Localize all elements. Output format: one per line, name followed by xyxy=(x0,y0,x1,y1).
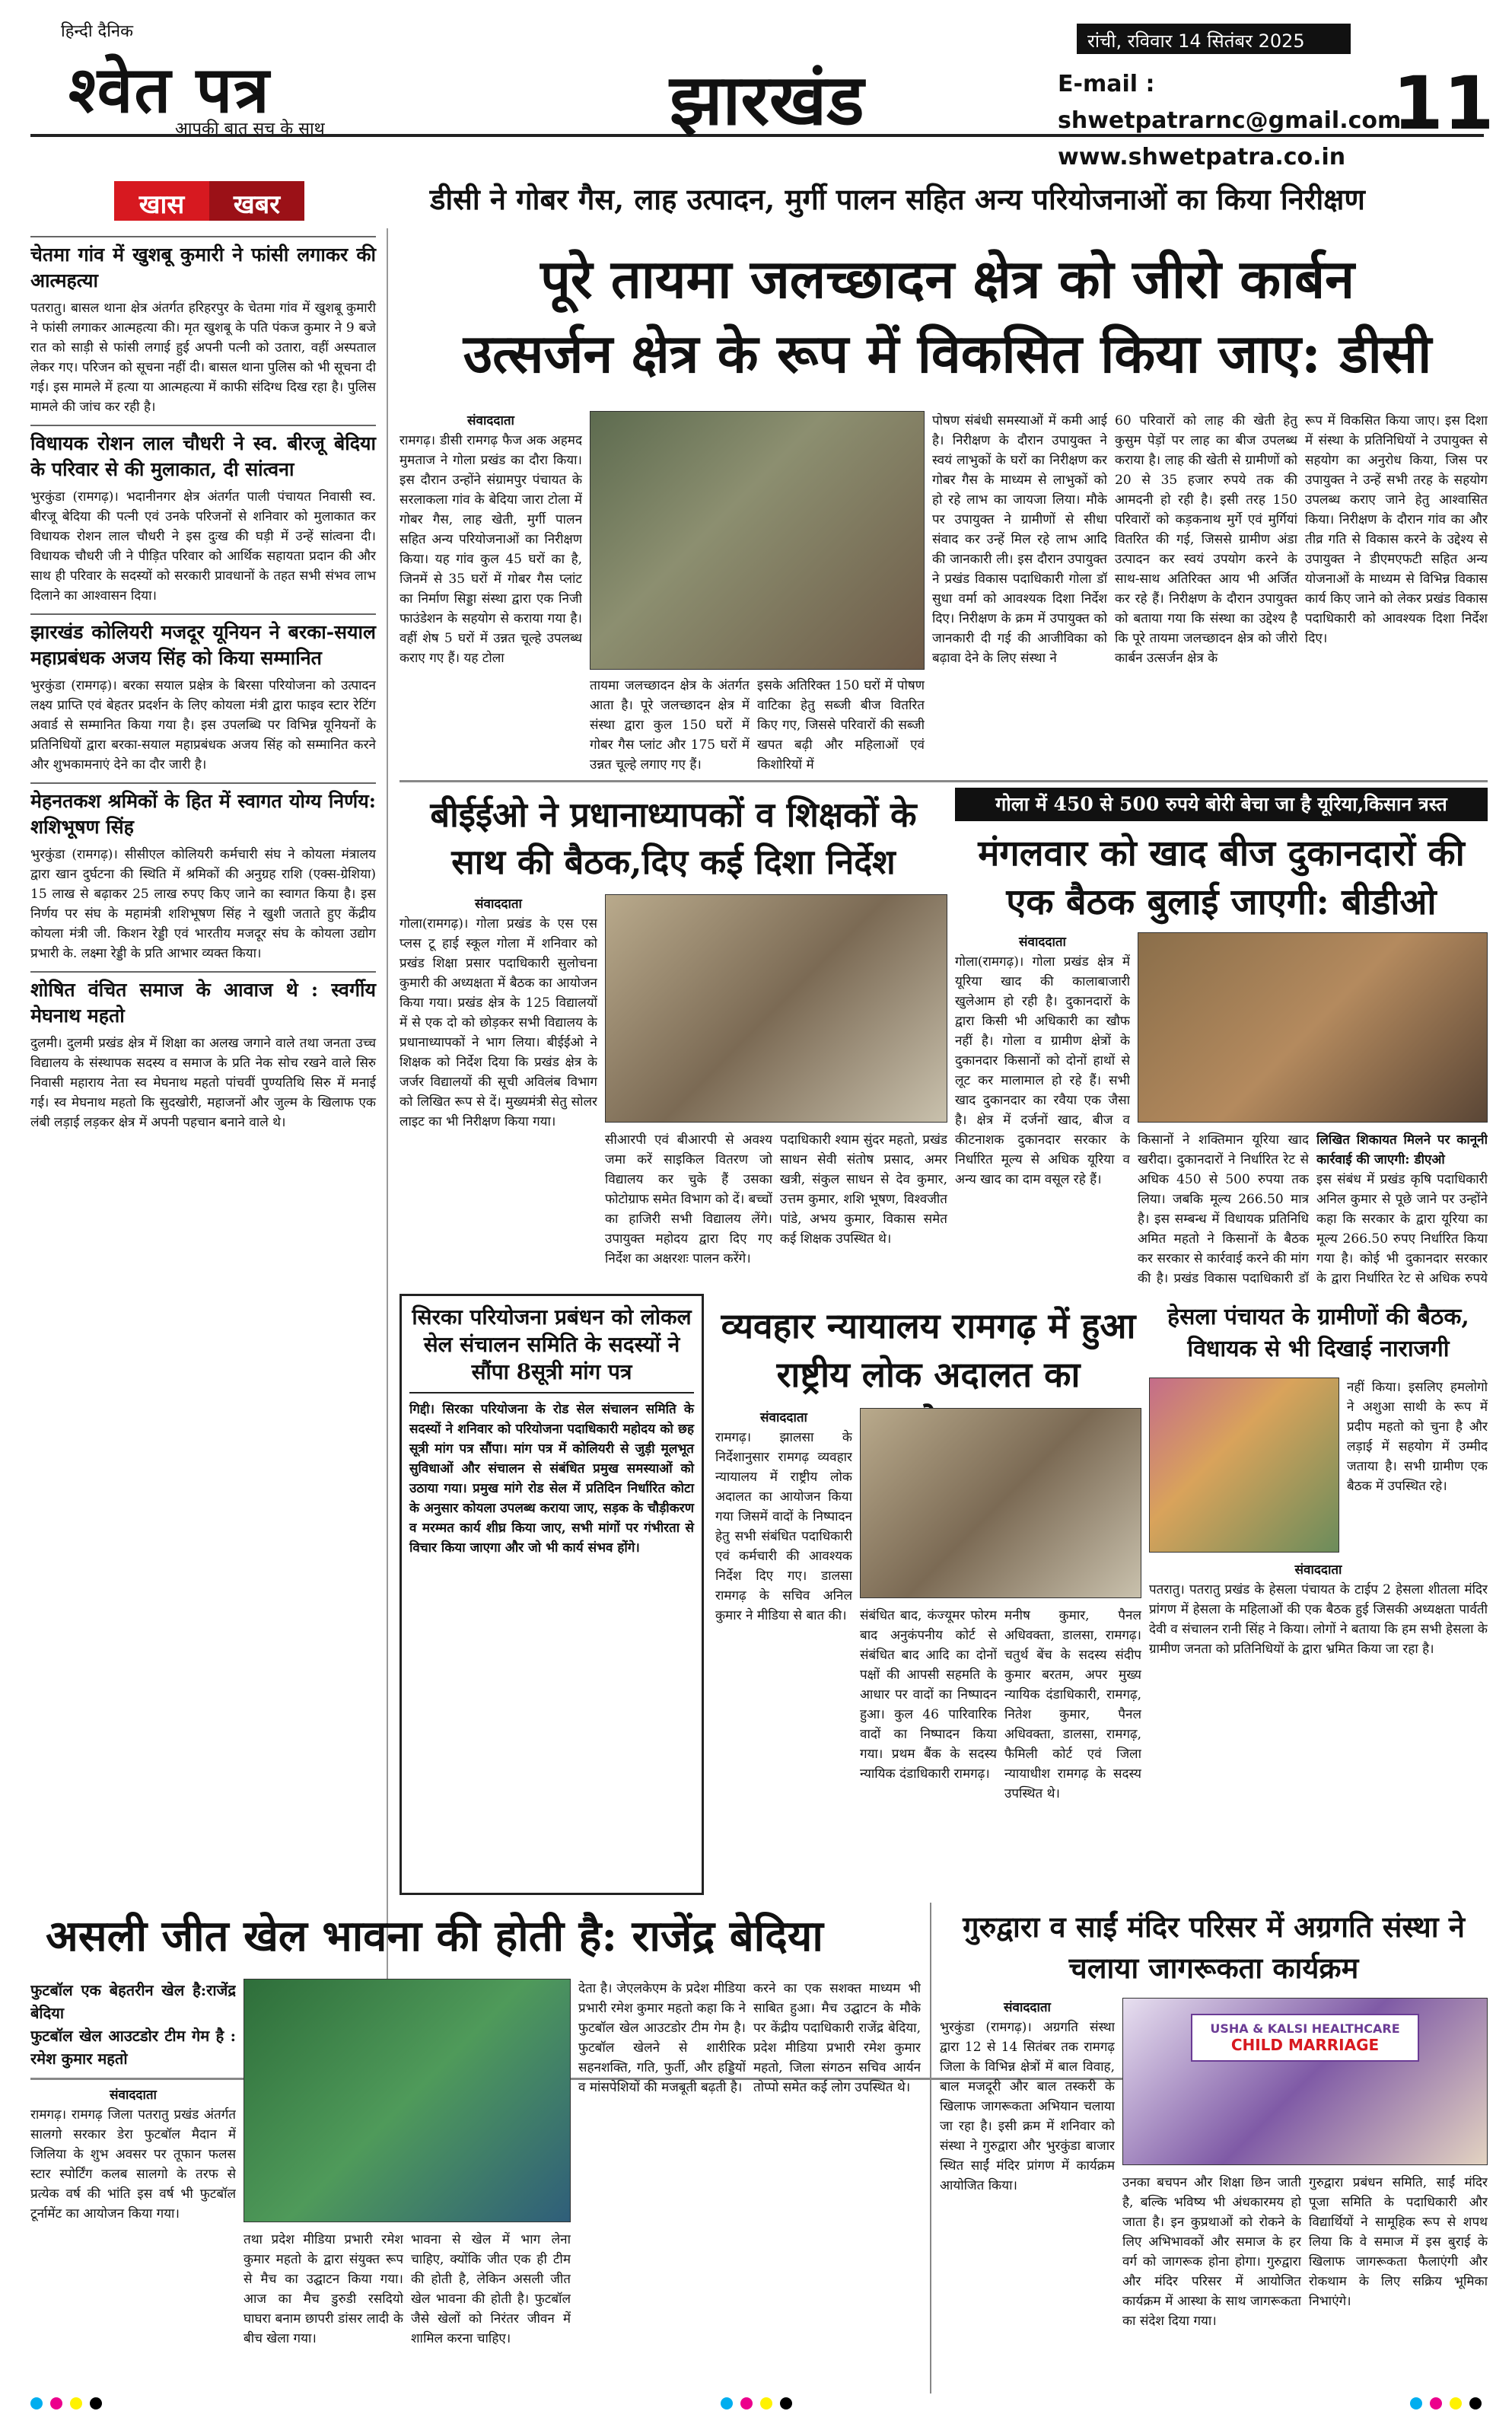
gurudwara-body-a xyxy=(940,1998,1115,2390)
hesla-body-a xyxy=(1149,1560,1488,1895)
lead-body-f: रूप में विकसित किया जाए। इस दिशा में संस्था के प्रतिनिधियों ने उपायुक्त से सहयोग का अनुरोध किया, जिस पर उपायुक्त ने उन्हें सभी तरह के सहयोग उपलब्ध कराए जाने हेतु आश्वासित किया। निरीक्षण के दौरान गांव का और तीव्र गति से विकास करने के उद्देश्य से उपायुक्त ने डीएमएफटी सहित अन्य योजनाओं के माध्यम से विभिन्न विकास कार्य किए जाने को लेकर प्रखंड विकास पदाधिकारी को आवश्यक दिशा निर्देश दिए। xyxy=(1305,413,1488,646)
section-title: झारखंड xyxy=(670,59,864,141)
lead-headline xyxy=(407,242,1488,391)
byline: संवाददाता xyxy=(1004,2000,1051,2015)
lead-headline-line1: पूरे तायमा जलच्छादन क्षेत्र को जीरो कार्बन xyxy=(540,247,1354,311)
masthead xyxy=(30,19,1494,170)
byline: संवाददाता xyxy=(1019,935,1066,950)
paragraph: इस संबंध में प्रखंड कृषि पदाधिकारी अनिल कुमार से पूछे जाने पर उन्होंने कहा कि सरकार के द्वारा यूरिया का मूल्य 266.50 रुपए निर्धारित किया गया है। कोई भी दुकानदार सरकार के द्वारा निर्धारित रेट से अधिक रुपये xyxy=(1316,1172,1488,1286)
sirka-boxed-story xyxy=(399,1294,704,1895)
story-headline: झारखंड कोलियरी मजदूर यूनियन ने बरका-सयाल महाप्रबंधक अजय सिंह को किया सम्मानित xyxy=(30,613,376,671)
football-body-b: तथा प्रदेश मीडिया प्रभारी रमेश कुमार महतो के द्वारा संयुक्त रूप से मैच का उद्घाटन किया गया। आज का मैच डुरुडी रसदियो घाघरा बनाम छापरी डांसर लादी के बीच खेला गया। xyxy=(244,2232,403,2346)
yellow-dot-icon xyxy=(1450,2397,1462,2409)
fertilizer-photo-shop xyxy=(1138,932,1488,1123)
football-body-a xyxy=(30,2085,236,2390)
fertilizer-body-c xyxy=(1316,1130,1488,1290)
left-story-2 xyxy=(30,425,376,606)
beo-body-c: पदाधिकारी श्याम सुंदर महतो, प्रखंड साधन सेवी संतोष प्रसाद, अमर खत्री, संकुल साधन से देव कुमार, उत्तम कुमार, शशि भूषण, विश्वजीत पांडे, अभय कुमार, विकास समेत कई शिक्षक उपस्थित थे। xyxy=(780,1132,947,1247)
lok-adalat-body-a xyxy=(715,1408,852,1895)
cyan-dot-icon xyxy=(1410,2397,1422,2409)
story-body: भुरकुंडा (रामगढ़)। भदानीनगर क्षेत्र अंतर्गत पाली पंचायत निवासी स्व. बीरजू बेदिया की पत्नी एवं उनके परिजनों से शनिवार को मुलाकात कर विधायक रोशन लाल चौधरी ने इस दुःख की घड़ी में उन्हें सांत्वना दी। विधायक चौधरी जी ने पीड़ित परिवार को आर्थिक सहायता प्रदान की और साथ ही परिवार के सदस्यों को सरकारी प्रावधानों के तहत सभी संभव लाभ दिलाने का आश्वासन दिया। xyxy=(30,489,376,604)
byline: संवाददाता xyxy=(760,1410,807,1425)
cyan-dot-icon xyxy=(721,2397,733,2409)
newspaper-title: श्वेत पत्र xyxy=(68,52,271,127)
byline: संवाददाता xyxy=(475,897,522,912)
lok-adalat-body-c: मनीष कुमार, पैनल अधिवक्ता, डालसा, रामगढ़। चतुर्थ बेंच के सदस्य संदीप कुमार बरतम, अपर मुख्य न्यायिक दंडाधिकारी, रामगढ़, नितेश कुमार, पैनल अधिवक्ता, डालसा, रामगढ़, फैमिली कोर्ट एवं जिला न्यायाधीश रामगढ़ के सदस्य उपस्थित थे। xyxy=(1004,1608,1141,1801)
divider xyxy=(930,1903,931,2394)
football-body-c: भावना से खेल में भाग लेना चाहिए, क्योंकि जीत एक ही टीम की होती है, लेकिन असली जीत खेल भावना की होती है। फुटबॉल जैसे खेलों को निरंतर जीवन में शामिल करना चाहिए। xyxy=(411,2232,571,2346)
story-body: दुलमी। दुलमी प्रखंड क्षेत्र में शिक्षा का अलख जगाने वाले तथा जनता उच्च विद्यालय के संस्थापक सदस्य व समाज के प्रति नेक सोच रखने वाले सिरु निवासी महाराय नेता स्व मेघनाथ महतो पांचवीं पुण्यतिथि सिरु में मनाई गई। स्व मेघनाथ महतो कि सुदखोरी, महाजनों और जुल्म के खिलाफ एक लंबी लड़ाई लड़कर क्षेत्र में अपनी पहचान बनाने वाले थे। xyxy=(30,1036,376,1130)
football-bullets xyxy=(30,1979,236,2070)
cyan-dot-icon xyxy=(30,2397,43,2409)
paragraph: गोला(रामगढ़)। गोला प्रखंड के एस एस प्लस टू हाई स्कूल गोला में शनिवार को प्रखंड शिक्षा प्रसार पदाधिकारी सुलोचना कुमारी की अध्यक्षता में बैठक का आयोजन किया गया। प्रखंड क्षेत्र के 125 विद्यालयों में से एक दो को छोड़कर सभी विद्यालय के प्रधानाध्यापकों ने भाग लिया। बीईईओ ने शिक्षक को निर्देश दिया कि प्रखंड क्षेत्र के जर्जर विद्यालयों की सूची अविलंब विभाग को लिखित रूप से दें। मुख्यमंत्री सेतु सोलर लाइट का भी निरीक्षण किया गया। xyxy=(399,916,597,1129)
story-headline: शोषित वंचित समाज के आवाज थे : स्वर्गीय मेघनाथ महतो xyxy=(30,971,376,1029)
football-body-d: देता है। जेएलकेएम के प्रदेश मीडिया प्रभारी रमेश कुमार महतो कहा कि ने फुटबॉल खेल आउटडोर टीम गेम है। फुटबॉल खेलने से शारीरिक सहनशक्ति, गति, फुर्ती, और हड्डियों व मांसपेशियों की मजबूती बढ़ती है। xyxy=(578,1981,746,2095)
left-story-4 xyxy=(30,782,376,963)
hesla-body-b: नहीं किया। इसलिए हमलोगो ने अशुआ साथी के रूप में प्रदीप महतो को चुना है और लड़ाई में सहयोग में उम्मीद जताया है। सभी ग्रामीण एक बैठक में उपस्थित रहे। xyxy=(1347,1380,1488,1494)
print-registration-strip xyxy=(0,2397,1512,2413)
color-registration-dots xyxy=(30,2397,102,2413)
paragraph: गोला(रामगढ़)। गोला प्रखंड क्षेत्र में यूरिया खाद की कालाबाजारी खुलेआम हो रही है। दुकानदारों के द्वारा किसी भी अधिकारी का खौफ नहीं है। गोला व ग्रामीण क्षेत्रों के दुकानदार किसानों को दोनों हाथों से लूट कर मालामाल हो रहे हैं। सभी खाद दुकानदार का रवैया एक जैसा है। क्षेत्र में दर्जनों खाद, बीज व कीटनाशक दुकानदार सरकार के निर्धारित मूल्य से अधिक यूरिया व अन्य खाद का दाम वसूल रहे हैं। xyxy=(955,954,1130,1187)
paragraph: पतरातु। पतरातु प्रखंड के हेसला पंचायत के टाईप 2 हेसला शीतला मंदिर प्रांगण में हेसला के महिलाओं की एक बैठक हुई जिसकी अध्यक्षता पार्वती देवी व संचालन रानी सिंह ने किया। लोगों ने बताया कि हम सभी हेसला के ग्रामीण जनता को प्रतिनिधियों के द्वारा भ्रमित किया जा रहा है। xyxy=(1149,1582,1488,1657)
newspaper-type-label: हिन्दी दैनिक xyxy=(61,22,134,41)
story-body: भुरकुंडा (रामगढ़)। सीसीएल कोलियरी कर्मचारी संघ ने कोयला मंत्रालय द्वारा खान दुर्घटना की स्थिति में श्रमिकों की अनुग्रह राशि (एक्स-ग्रेशिया) 15 लाख से बढ़ाकर 25 लाख रुपए किए जाने का स्वागत किया है। इस निर्णय पर संघ के महामंत्री शशिभूषण सिंह ने खुशी जताते हुए केंद्रीय कोयला मंत्री जी. किशन रेड्डी एवं भारतीय मजदूर संघ के कोयला उद्योग प्रभारी के. लक्ष्मा रेड्डी के प्रति आभार व्यक्त किया। xyxy=(30,847,376,961)
color-registration-dots xyxy=(721,2397,792,2413)
magenta-dot-icon xyxy=(1430,2397,1442,2409)
lead-kicker: डीसी ने गोबर गैस, लाह उत्पादन, मुर्गी पालन सहित अन्य परियोजनाओं का किया निरीक्षण xyxy=(430,182,1365,216)
lok-adalat-headline: व्यवहार न्यायालय रामगढ़ में हुआ राष्ट्रीय लोक अदालत का xyxy=(721,1305,1136,1395)
football-body-e: करने का एक सशक्त माध्यम भी साबित हुआ। मैच उद्घाटन के मौके पर केंद्रीय पदाधिकारी राजेंद्र बेदिया, प्रदेश मीडिया प्रभारी रमेश कुमार महतो, जिला संगठन सचिव आर्यन तोप्पो समेत कई लोग उपस्थित थे। xyxy=(753,1981,921,2095)
beo-photo-meeting xyxy=(605,894,947,1123)
beo-body-b: सीआरपी एवं बीआरपी से अवश्य जमा करें साइकिल वितरण जो विद्यालय कर चुके हैं उसका फोटोग्राफ समेत विभाग को दें। बच्चों का हाजिरी सभी विद्यालय लेंगे। उपायुक्त महोदय द्वारा दिए गए निर्देश का अक्षरशः पालन करेंगे। xyxy=(605,1132,772,1266)
lead-headline-line2: उत्सर्जन क्षेत्र के रूप में विकसित किया जाए: डीसी xyxy=(463,322,1432,385)
sirka-headline: सिरका परियोजना प्रबंधन को लोकल सेल संचालन समिति के सदस्यों ने सौंपा 8सूत्री मांग पत्र xyxy=(409,1304,694,1393)
football-team-photo xyxy=(244,1979,571,2222)
bullet-item: फुटबॉल एक बेहतरीन खेल है:राजेंद्र बेदिया xyxy=(30,1981,236,2022)
lead-body-b: तायमा जलच्छादन क्षेत्र के अंतर्गत आता है। पूरे जलच्छादन क्षेत्र में संस्था द्वारा कुल 150 घरों में गोबर गैस प्लांट और 175 घरों में उन्नत चूल्हे लगाए गए हैं। xyxy=(590,678,750,772)
beo-headline: बीईईओ ने प्रधानाध्यापकों व शिक्षकों के साथ की बैठक,दिए कई दिशा निर्देश xyxy=(430,795,917,882)
gurudwara-photo-banner xyxy=(1122,1998,1488,2165)
left-story-5 xyxy=(30,971,376,1132)
black-dot-icon xyxy=(1469,2397,1482,2409)
fertilizer-body-a xyxy=(955,932,1130,1290)
sirka-body: गिद्दी। सिरका परियोजना के रोड सेल संचालन समिति के सदस्यों ने शनिवार को परियोजना पदाधिकारी महोदय को छह सूत्री मांग पत्र सौंपा। मांग पत्र में कोलियरी से जुड़ी मूलभूत सुविधाओं और संचालन से संबंधित प्रमुख समस्याओं को उठाया गया। प्रमुख मांगे रोड सेल में प्रतिदिन निर्धारित कोटा के अनुसार कोयला उपलब्ध कराया जाए, सड़क के चौड़ीकरण व मरम्मत कार्य शीघ्र किया जाए, सभी मांगों पर गंभीरता से विचार किया जाएगा और जो भी कार्य संभव होंगे। xyxy=(409,1402,694,1556)
story-headline: मेहनतकश श्रमिकों के हित में स्वागत योग्य निर्णय: शशिभूषण सिंह xyxy=(30,782,376,840)
fertilizer-body-b: किसानों ने शक्तिमान यूरिया खाद खरीदा। दुकानदारों ने निर्धारित रेट से अधिक 450 से 500 रुपया तक लिया। जबकि मूल्य 266.50 मात्र है। इस सम्बन्ध में विधायक प्रतिनिधि अमित महतो ने किसानों के बैठक कर सरकार से कार्रवाई करने की मांग की है। प्रखंड विकास पदाधिकारी डॉ xyxy=(1138,1132,1309,1286)
website-link[interactable]: www.shwetpatra.co.in xyxy=(1058,144,1346,170)
paragraph: रामगढ़। रामगढ़ जिला पतरातु प्रखंड अंतर्गत सालगो सरकार डेरा फुटबॉल मैदान में जिलिया के शुभ अवसर पर तूफान फलस स्टार स्पोर्टिंग कलब सालगो के तरफ से प्रत्येक वर्ष की भांति इस वर्ष भी फुटबॉल टूर्नामेंट का आयोजन किया गया। xyxy=(30,2107,236,2222)
black-dot-icon xyxy=(90,2397,102,2409)
left-story-1 xyxy=(30,236,376,417)
newspaper-tagline: आपकी बात सच के साथ xyxy=(175,119,325,139)
gurudwara-headline: गुरुद्वारा व साईं मंदिर परिसर में अग्रगति संस्था ने चलाया जागरूकता कार्यक्रम xyxy=(963,1909,1465,1985)
story-body: भुरकुंडा (रामगढ़)। बरका सयाल प्रक्षेत्र के बिरसा परियोजना को उत्पादन लक्ष्य प्राप्ति एवं बेहतर प्रदर्शन के लिए कोयला मंत्री द्वारा फाइव स्टार रेटिंग अवार्ड से सम्मानित किया गया है। इस उपलब्धि पर विभिन्न यूनियनों के प्रतिनिधियों द्वारा बरका-सयाल महाप्रबंधक अजय सिंह को सम्मानित करने और शुभकामनाएं देने का दौर जारी है। xyxy=(30,678,376,772)
black-dot-icon xyxy=(780,2397,792,2409)
badge-part-b: खबर xyxy=(209,181,304,221)
left-news-column xyxy=(30,228,388,2070)
page-number: 11 xyxy=(1393,61,1494,146)
story-headline: विधायक रोशन लाल चौधरी ने स्व. बीरजू बेदिया के परिवार से की मुलाकात, दी सांत्वना xyxy=(30,425,376,483)
lead-photo-inspection xyxy=(590,411,925,670)
magenta-dot-icon xyxy=(50,2397,62,2409)
lok-adalat-body-b: संबंधित बाद, कंज्यूमर फोरम बाद अनुकंपनीय कोर्ट से संबंधित बाद आदि का दोनों पक्षों की आपसी सहमति के आधार पर वादों का निष्पादन हुआ। कुल 46 पारिवारिक वादों का निष्पादन किया गया। प्रथम बैंक के सदस्य न्यायिक दंडाधिकारी रामगढ़। xyxy=(860,1608,997,1782)
hesla-headline: हेसला पंचायत के ग्रामीणों की बैठक, विधायक से भी दिखाई नाराजगी xyxy=(1167,1304,1469,1362)
banner-text: USHA & KALSI HEALTHCARE xyxy=(1210,2021,1400,2036)
paragraph: रामगढ़। डीसी रामगढ़ फैज अक अहमद मुमताज ने गोला प्रखंड का दौरा किया। इस दौरान उन्होंने संग्रामपुर पंचायत के सरलाकला गांव के बेदिया जारा टोला में गोबर गैस, लाह खेती, मुर्गी पालन सहित अन्य परियोजनाओं का निरीक्षण किया। यह गांव कुल 45 घरों का है, जिनमें से 35 घरों में गोबर गैस प्लांट का निर्माण सिड्डा संस्था द्वारा एक निजी फाउंडेशन के सहयोग से कराया गया है। वहीं शेष 5 घरों में उन्नत चूल्हे उपलब्ध कराए गए हैं। यह टोला xyxy=(399,433,582,666)
banner-subtext: CHILD MARRIAGE xyxy=(1230,2036,1380,2054)
banner-sign xyxy=(1191,2014,1419,2062)
paragraph: भुरकुंडा (रामगढ़)। अग्रगति संस्था द्वारा 12 से 14 सितंबर तक रामगढ़ जिला के विभिन्न क्षेत्रों में बाल विवाह, बाल मजदूरी और बाल तस्करी के खिलाफ जागरूकता अभियान चलाया जा रहा है। इसी क्रम में शनिवार को संस्था ने गुरुद्वारा और भुरकुंडा बाजार स्थित साईं मंदिर प्रांगण में कार्यक्रम आयोजित किया। xyxy=(940,2020,1115,2193)
paragraph: रामगढ़। झालसा के निर्देशानुसार रामगढ़ व्यवहार न्यायालय में राष्ट्रीय लोक अदालत का आयोजन किया गया जिसमें वादों के निष्पादन हेतु सभी संबंधित पदाधिकारी एवं कर्मचारी की आवश्यक निर्देश दिए गए। डालसा रामगढ़ के सचिव अनिल कुमार ने मीडिया से बात की। xyxy=(715,1430,852,1623)
byline: संवाददाता xyxy=(110,2088,157,2103)
hesla-photo-meeting xyxy=(1149,1378,1339,1553)
story-headline: चेतमा गांव में खुशबू कुमारी ने फांसी लगाकर की आत्महत्या xyxy=(30,236,376,294)
magenta-dot-icon xyxy=(740,2397,753,2409)
left-story-3 xyxy=(30,613,376,775)
badge-part-a: खास xyxy=(114,181,209,221)
byline: संवाददाता xyxy=(467,413,514,428)
lead-body-e: 60 परिवारों को लाह की खेती हेतु कुसुम पेड़ों पर लाह का बीज उपलब्ध कराया है। लाह की खेती से ग्रामीणों को 20 से 35 हजार रुपये तक की आमदनी हो रही है। इसी तरह 150 परिवारों को कड़कनाथ मुर्गे एवं मुर्गियां वितरित की गई, जिससे ग्रामीण अंडा उत्पादन कर स्वयं उपयोग करने के साथ-साथ अतिरिक्त आय भी अर्जित कर रहे हैं। निरीक्षण के दौरान उपायुक्त को बताया गया कि संस्था का उद्देश्य है कि पूरे तायमा जलच्छादन क्षेत्र को जीरो कार्बन उत्सर्जन क्षेत्र के xyxy=(1115,413,1297,666)
fertilizer-subhead: लिखित शिकायत मिलने पर कानूनी कार्रवाई की जाएगी: डीएओ xyxy=(1316,1132,1488,1167)
lead-body-d: पोषण संबंधी समस्याओं में कमी आई है। निरीक्षण के दौरान उपायुक्त ने स्वयं लाभुकों के घरों का निरीक्षण कर गोबर गैस के माध्यम से लाभुकों को हो रहे लाभ का जायजा लिया। मौके पर उपायुक्त ने ग्रामीणों से सीधा संवाद कर उन्हें मिल रहे लाभ आदि की जानकारी ली। इस दौरान उपायुक्त ने प्रखंड विकास पदाधिकारी गोला डॉ सुधा वर्मा को आवश्यक दिशा निर्देश दिए। निरीक्षण के क्रम में उपायुक्त को जानकारी दी गई की आजीविका को बढ़ावा देने के लिए संस्था ने xyxy=(932,413,1107,666)
yellow-dot-icon xyxy=(70,2397,82,2409)
fertilizer-kicker: गोला में 450 से 500 रुपये बोरी बेचा जा है यूरिया,किसान त्रस्त xyxy=(955,788,1488,821)
divider xyxy=(399,780,1488,782)
fertilizer-headline: मंगलवार को खाद बीज दुकानदारों की एक बैठक बुलाई जाएगी: बीडीओ xyxy=(978,833,1465,923)
gurudwara-body-b: उनका बचपन और शिक्षा छिन जाती है, बल्कि भविष्य भी अंधकारमय हो जाता है। इन कुप्रथाओं को रोकने के लिए अभिभावकों और समाज के हर वर्ग को जागरूक होना होगा। गुरुद्वारा और मंदिर परिसर में आयोजित कार्यक्रम में आस्था के साथ जागरूकता का संदेश दिया गया। xyxy=(1122,2175,1301,2329)
lok-adalat-photo xyxy=(860,1408,1141,1598)
khas-khabar-badge xyxy=(114,181,304,221)
dateline: रांची, रविवार 14 सितंबर 2025 xyxy=(1077,24,1351,54)
bullet-item: फुटबॉल खेल आउटडोर टीम गेम है : रमेश कुमार महतो xyxy=(30,2027,236,2068)
story-body: पतरातु। बासल थाना क्षेत्र अंतर्गत हरिहरपुर के चेतमा गांव में खुशबू कुमारी ने फांसी लगाकर आत्महत्या की। मृत खुशबू के पति पंकज कुमार ने 9 बजे रात को साड़ी से फांसी लगाई हुई अपनी पत्नी को उतारा, वहीं अस्पताल लेकर गए। परिजन को सूचना नहीं दी। बासल थाना पुलिस को भी सूचना दी गई। इस मामले में हत्या या आत्महत्या में काफी संदिग्ध दिख रहा है। पुलिस मामले की जांच कर रही है। xyxy=(30,301,376,415)
byline: संवाददाता xyxy=(1294,1562,1342,1578)
gurudwara-body-c: गुरुद्वारा प्रबंधन समिति, साईं मंदिर पूजा समिति के पदाधिकारी और विद्यार्थियों ने सामूहिक रूप से शपथ लिया कि वे समाज में इस बुराई के खिलाफ जागरूकता फैलाएंगी और रोकथाम के लिए सक्रिय भूमिका निभाएंगे। xyxy=(1309,2175,1488,2309)
color-registration-dots xyxy=(1410,2397,1482,2413)
lead-body-c: इसके अतिरिक्त 150 घरों में पोषण वाटिका हेतु सब्जी बीज वितरित किए गए, जिससे परिवारों की सब्जी खपत बढ़ी और महिलाओं एवं किशोरियों में xyxy=(757,678,925,772)
email-link[interactable]: E-mail : shwetpatrarnc@gmail.com xyxy=(1058,71,1402,134)
yellow-dot-icon xyxy=(760,2397,772,2409)
lead-body-a xyxy=(399,411,582,685)
beo-body-a xyxy=(399,894,597,1290)
football-headline: असली जीत खेल भावना की होती है: राजेंद्र बेदिया xyxy=(46,1911,823,1961)
